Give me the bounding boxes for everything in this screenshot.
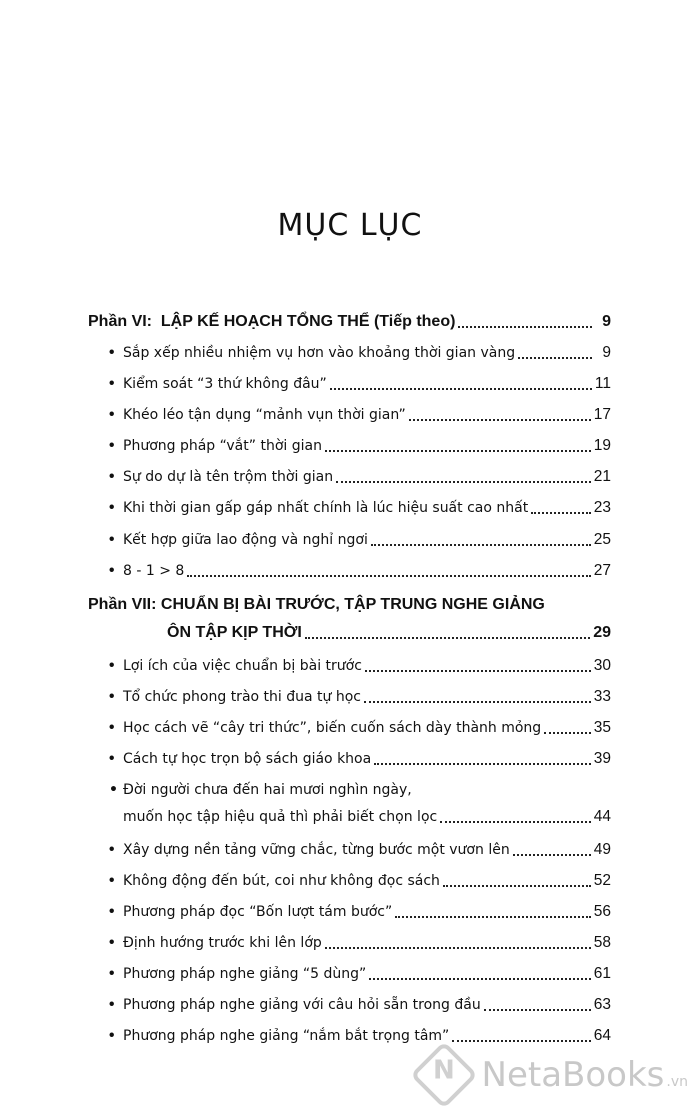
bullet-icon: • <box>109 531 115 548</box>
toc-section-6[interactable] <box>88 312 611 332</box>
toc-item[interactable] <box>109 749 611 769</box>
item-title: 8 - 1 > 8 <box>123 563 185 579</box>
item-title: Sự do dự là tên trộm thời gian <box>123 469 334 485</box>
item-title: Khéo léo tận dụng “mảnh vụn thời gian” <box>123 407 406 423</box>
page-number: 23 <box>593 499 611 516</box>
item-title: Học cách vẽ “cây tri thức”, biến cuốn sách dày thành mỏng <box>123 720 542 736</box>
toc-section-7-line1[interactable] <box>88 596 545 614</box>
bullet-icon: • <box>109 903 115 920</box>
item-title: Kết hợp giữa lao động và nghỉ ngơi <box>123 532 368 548</box>
toc-item[interactable] <box>109 964 611 984</box>
bullet-icon: • <box>109 499 115 516</box>
bullet-icon: • <box>109 719 115 736</box>
page-number: 29 <box>593 624 611 641</box>
dot-leader <box>544 732 591 734</box>
item-title: Lợi ích của việc chuẩn bị bài trước <box>123 658 362 674</box>
item-title: Phương pháp “vắt” thời gian <box>123 438 322 454</box>
dot-leader <box>187 575 590 577</box>
bullet-icon: • <box>109 657 115 674</box>
section-label: Phần VII: <box>88 596 157 613</box>
toc-item[interactable] <box>109 343 611 363</box>
dot-leader <box>336 481 591 483</box>
bullet-icon: • <box>109 437 115 454</box>
section-title: LẬP KẾ HOẠCH TỔNG THỂ (Tiếp theo) <box>160 313 456 330</box>
dot-leader <box>325 947 591 949</box>
page-title: MỤC LỤC <box>277 208 423 243</box>
page-number: 63 <box>593 996 611 1013</box>
toc-item-line1[interactable] <box>109 782 412 798</box>
bullet-icon: • <box>109 562 115 579</box>
toc-item[interactable] <box>109 995 611 1015</box>
page-number: 49 <box>593 841 611 858</box>
watermark-suffix: .vn <box>666 1074 688 1090</box>
bullet-icon: • <box>109 934 115 951</box>
bullet-icon: • <box>109 344 115 361</box>
page-number: 52 <box>593 872 611 889</box>
section-title: ÔN TẬP KỊP THỜI <box>167 624 302 641</box>
toc-item[interactable] <box>109 436 611 456</box>
toc-item[interactable] <box>109 933 611 953</box>
netabooks-logo-icon: N <box>410 1041 478 1109</box>
dot-leader <box>531 512 591 514</box>
item-title: Kiểm soát “3 thứ không đâu” <box>123 376 327 392</box>
dot-leader <box>369 978 590 980</box>
toc-item[interactable] <box>109 467 611 487</box>
dot-leader <box>330 388 592 390</box>
page-number: 9 <box>602 313 611 330</box>
toc-item[interactable] <box>109 840 611 860</box>
dot-leader <box>409 419 591 421</box>
bullet-icon: • <box>109 1027 115 1044</box>
bullet-icon: • <box>109 872 115 889</box>
page-number: 64 <box>593 1027 611 1044</box>
item-title: Xây dựng nền tảng vững chắc, từng bước một vươn lên <box>123 842 510 858</box>
dot-leader <box>484 1009 591 1011</box>
toc-item[interactable] <box>109 1026 611 1046</box>
page-number: 33 <box>593 688 611 705</box>
bullet-icon: • <box>109 406 115 423</box>
page-number: 21 <box>593 468 611 485</box>
toc-item[interactable] <box>109 902 611 922</box>
toc-item[interactable] <box>109 374 611 394</box>
bullet-icon: • <box>109 782 118 798</box>
page-number: 56 <box>593 903 611 920</box>
toc-item[interactable] <box>109 871 611 891</box>
toc-item[interactable] <box>109 530 611 550</box>
item-title: Tổ chức phong trào thi đua tự học <box>123 689 361 705</box>
toc-item[interactable] <box>109 405 611 425</box>
item-title: Không động đến bút, coi như không đọc sách <box>123 873 440 889</box>
bullet-icon: • <box>109 750 115 767</box>
item-title: Phương pháp đọc “Bốn lượt tám bước” <box>123 904 393 920</box>
page-number: 19 <box>593 437 611 454</box>
page-number: 11 <box>594 375 611 392</box>
item-title: Phương pháp nghe giảng “5 dùng” <box>123 966 367 982</box>
dot-leader <box>365 670 591 672</box>
page-number: 9 <box>602 344 611 361</box>
page-number: 27 <box>593 562 611 579</box>
dot-leader <box>440 821 591 823</box>
page-number: 25 <box>593 531 611 548</box>
item-title: Sắp xếp nhiều nhiệm vụ hơn vào khoảng thời gian vàng <box>123 345 516 361</box>
bullet-icon: • <box>109 688 115 705</box>
toc-item-line2[interactable] <box>123 807 611 827</box>
dot-leader <box>458 326 592 328</box>
toc-item[interactable] <box>109 687 611 707</box>
toc-section-7-line2[interactable] <box>167 623 611 643</box>
page-number: 44 <box>593 808 611 825</box>
item-title: Cách tự học trọn bộ sách giáo khoa <box>123 751 372 767</box>
item-title: muốn học tập hiệu quả thì phải biết chọn lọc <box>123 809 438 825</box>
dot-leader <box>452 1040 590 1042</box>
dot-leader <box>513 854 591 856</box>
toc-item[interactable] <box>109 498 611 518</box>
dot-leader <box>325 450 591 452</box>
dot-leader <box>374 763 591 765</box>
watermark-brand: NetaBooks <box>481 1055 665 1095</box>
item-title: Khi thời gian gấp gáp nhất chính là lúc hiệu suất cao nhất <box>123 500 529 516</box>
dot-leader <box>443 885 591 887</box>
toc-item[interactable] <box>109 561 611 581</box>
dot-leader <box>518 357 592 359</box>
item-title: Định hướng trước khi lên lớp <box>123 935 322 951</box>
dot-leader <box>371 544 591 546</box>
page-number: 39 <box>593 750 611 767</box>
page-number: 58 <box>593 934 611 951</box>
page-number: 30 <box>593 657 611 674</box>
section-title: CHUẨN BỊ BÀI TRƯỚC, TẬP TRUNG NGHE GIẢNG <box>160 596 545 613</box>
page-number: 35 <box>593 719 611 736</box>
bullet-icon: • <box>109 375 115 392</box>
watermark <box>420 1051 688 1099</box>
dot-leader <box>395 916 590 918</box>
bullet-icon: • <box>109 996 115 1013</box>
dot-leader <box>364 701 591 703</box>
toc-item[interactable] <box>109 656 611 676</box>
toc-item[interactable] <box>109 718 611 738</box>
item-title: Phương pháp nghe giảng “nắm bắt trọng tâm” <box>123 1028 450 1044</box>
page-number: 61 <box>593 965 611 982</box>
dot-leader <box>305 637 590 639</box>
bullet-icon: • <box>109 468 115 485</box>
bullet-icon: • <box>109 841 115 858</box>
item-title: Phương pháp nghe giảng với câu hỏi sẵn trong đầu <box>123 997 481 1013</box>
section-label: Phần VI: <box>88 313 153 330</box>
bullet-icon: • <box>109 965 115 982</box>
item-title: Đời người chưa đến hai mươi nghìn ngày, <box>123 782 412 798</box>
page-number: 17 <box>593 406 611 423</box>
